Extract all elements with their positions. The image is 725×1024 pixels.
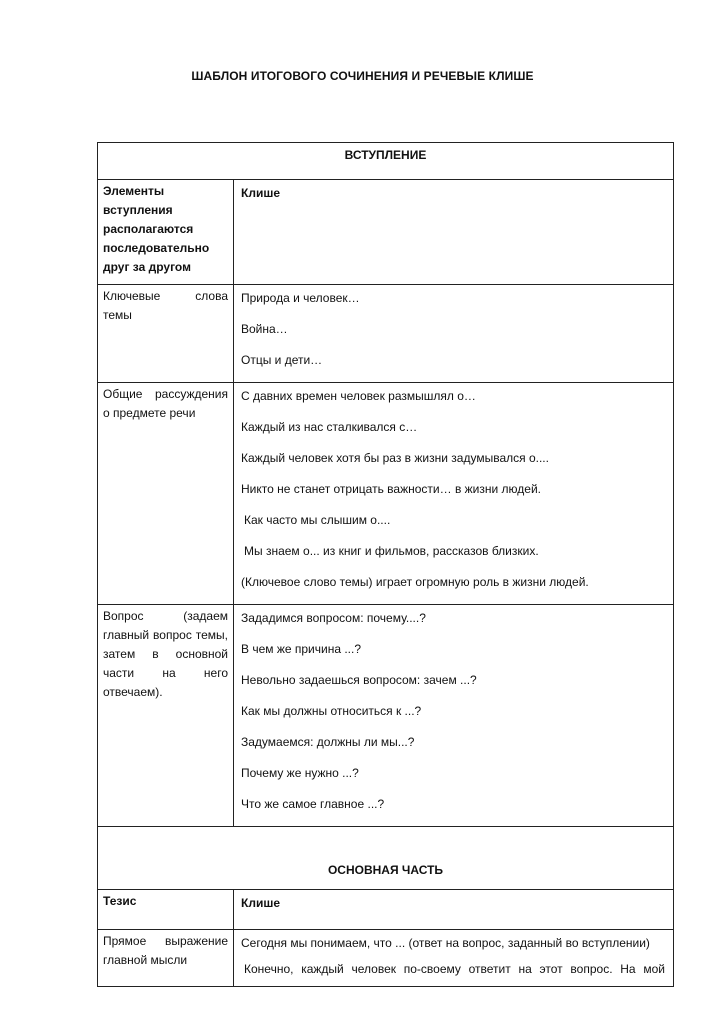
table-row [98, 930, 674, 987]
intro-elements-label: Элементы вступления располагаются последовательно друг за другом [98, 180, 234, 285]
intro-header: ВСТУПЛЕНИЕ [98, 143, 674, 180]
cliche-table [97, 142, 674, 987]
table-row [98, 383, 674, 605]
cliche-item: Что же самое главное ...? [241, 797, 385, 811]
intro-subheader-row [98, 180, 674, 285]
intro-cliche-label: Клише [234, 180, 674, 285]
cliche-item: Задумаемся: должны ли мы...? [241, 735, 415, 749]
main-cliche-label: Клише [234, 890, 674, 930]
row-label-keywords: Ключевые слова темы [98, 285, 234, 383]
cliche-item: Каждый из нас сталкивался с… [241, 420, 418, 434]
main-header [98, 827, 674, 890]
cliche-item: Каждый человек хотя бы раз в жизни задумывался о.... [241, 451, 549, 465]
main-header-label: ОСНОВНАЯ ЧАСТЬ [327, 863, 444, 877]
cliche-item: Отцы и дети… [241, 353, 323, 367]
row-label-general: Общие рассуждения о предмете речи [98, 383, 234, 605]
main-thesis-label: Тезис [98, 890, 234, 930]
cliche-item: В чем же причина ...? [241, 642, 362, 656]
cliche-item: Как часто мы слышим о.... [244, 513, 391, 527]
cliche-item: Как мы должны относиться к ...? [241, 704, 422, 718]
cliche-item: Природа и человек… [241, 291, 360, 305]
cliche-item: С давних времен человек размышлял о… [241, 389, 476, 403]
document-title: ШАБЛОН ИТОГОВОГО СОЧИНЕНИЯ И РЕЧЕВЫЕ КЛИШЕ [191, 69, 534, 83]
cliche-item: Война… [241, 322, 288, 336]
row-cliches-question [234, 605, 674, 827]
cliche-item: Никто не станет отрицать важности… в жизни людей. [241, 482, 542, 496]
cliche-item: Конечно, каждый человек по-своему ответит на этот вопрос. На мой [244, 962, 665, 976]
table-row [98, 605, 674, 827]
cliche-item: Невольно задаешься вопросом: зачем ...? [241, 673, 477, 687]
main-header-row [98, 827, 674, 890]
row-label-question: Вопрос (задаем главный вопрос темы, затем в основной части на него отвечаем). [98, 605, 234, 827]
main-subheader-row [98, 890, 674, 930]
cliche-item: Сегодня мы понимаем, что ... (ответ на вопрос, заданный во вступлении) [241, 936, 650, 950]
row-cliches-main-thought [234, 930, 674, 987]
row-label-main-thought: Прямое выражение главной мысли [98, 930, 234, 987]
cliche-item: (Ключевое слово темы) играет огромную роль в жизни людей. [241, 575, 589, 589]
cliche-item: Зададимся вопросом: почему....? [241, 611, 426, 625]
row-cliches-keywords [234, 285, 674, 383]
row-cliches-general [234, 383, 674, 605]
intro-header-row [98, 143, 674, 180]
table-row [98, 285, 674, 383]
cliche-item: Мы знаем о... из книг и фильмов, рассказов близких. [244, 544, 539, 558]
cliche-item: Почему же нужно ...? [241, 766, 359, 780]
